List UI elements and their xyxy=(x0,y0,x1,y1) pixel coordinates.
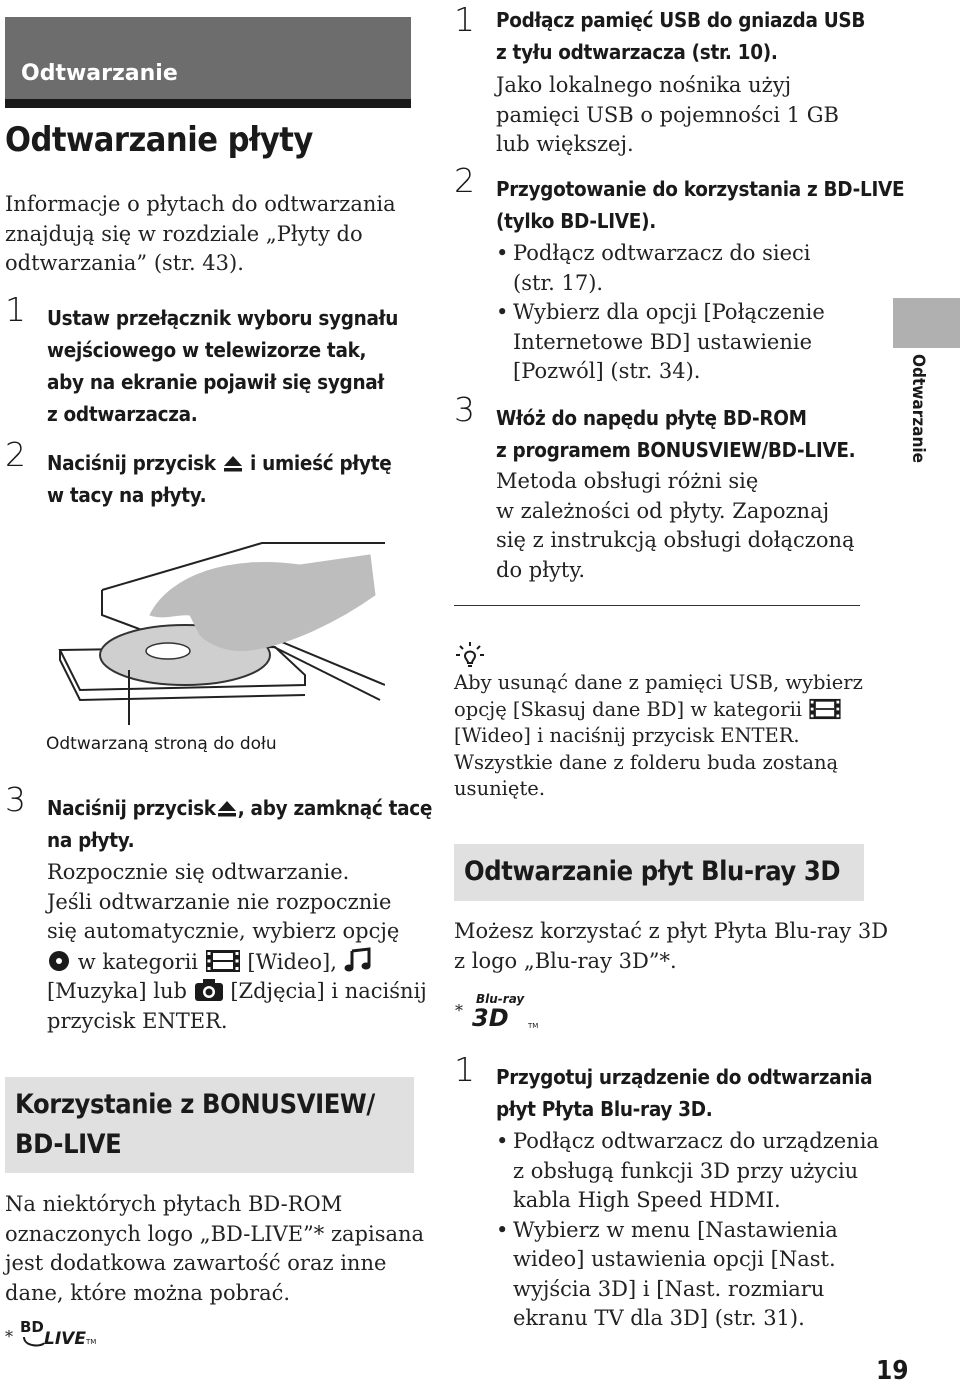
body-line: dane, które można pobrać. xyxy=(5,1280,291,1305)
bonusview-heading-box xyxy=(5,1077,414,1173)
disc-icon xyxy=(47,949,71,973)
step-title xyxy=(47,447,391,511)
step-title-line: wejściowego w telewizorze tak, xyxy=(47,338,367,362)
step-number: 1 xyxy=(454,1050,475,1089)
side-tab-text: Odtwarzanie xyxy=(908,354,928,463)
svg-text:TM: TM xyxy=(86,1338,97,1346)
bullet-list xyxy=(496,1127,879,1334)
svg-text:Blu-ray: Blu-ray xyxy=(476,992,525,1006)
tip-text xyxy=(454,670,863,803)
music-note-icon xyxy=(344,947,372,973)
body-text: [Zdjęcia] i naciśnij xyxy=(230,979,427,1003)
bluray3d-heading-box xyxy=(454,844,864,901)
film-icon xyxy=(808,698,842,720)
step-title-line: Ustaw przełącznik wyboru sygnału xyxy=(47,306,399,330)
step-body xyxy=(47,858,427,1036)
step-number: 1 xyxy=(454,0,475,39)
step-title xyxy=(496,402,855,466)
step-title-text: Naciśnij przycisk xyxy=(47,796,216,820)
step-number: 2 xyxy=(5,435,26,474)
body-line: się z instrukcją obsługi dołączoną xyxy=(496,528,855,552)
intro-line: odtwarzania” (str. 43). xyxy=(5,251,244,275)
divider xyxy=(454,605,860,606)
step-body xyxy=(496,467,855,585)
step-title-line: z odtwarzacza. xyxy=(47,402,198,426)
page-title: Odtwarzanie płyty xyxy=(5,120,313,160)
bullet-item: • Wybierz dla opcji [Połączenie Internetowe BD] ustawienie [Pozwól] (str. 34). xyxy=(496,298,825,387)
body-text: w kategorii xyxy=(77,949,199,974)
body-line: Metoda obsługi różni się xyxy=(496,469,759,493)
bonusview-text xyxy=(5,1190,424,1308)
body-line: przycisk ENTER. xyxy=(47,1008,228,1033)
tip-line: Aby usunąć dane z pamięci USB, wybierz xyxy=(454,671,863,694)
section-header-label: Odtwarzanie xyxy=(21,61,178,86)
bluray-3d-logo xyxy=(470,990,545,1032)
body-text: [Muzyka] lub xyxy=(47,979,187,1003)
svg-text:BD: BD xyxy=(20,1318,44,1336)
side-tab-marker xyxy=(893,298,960,348)
step-title-line: w tacy na płyty. xyxy=(47,483,207,507)
page-number: 19 xyxy=(876,1356,909,1386)
step-title-line: (tylko BD-LIVE). xyxy=(496,209,656,233)
bluray3d-text xyxy=(454,917,888,976)
body-line: się automatycznie, wybierz opcję xyxy=(47,919,400,943)
step-title xyxy=(47,302,398,430)
section-header-bar xyxy=(5,17,411,108)
intro-text xyxy=(5,190,396,279)
step-title-line: Przygotowanie do korzystania z BD-LIVE xyxy=(496,177,905,201)
bullet-item: • Wybierz w menu [Nastawienia wideo] ustawienia opcji [Nast. wyjścia 3D] i [Nast. rozmiaru ekranu TV dla 3D] (str. 31). xyxy=(496,1216,879,1334)
body-line: lub większej. xyxy=(496,132,634,156)
step-title xyxy=(496,4,865,68)
body-line: z logo „Blu-ray 3D”*. xyxy=(454,948,677,973)
svg-text:LIVE: LIVE xyxy=(44,1329,86,1349)
body-line: jest dodatkowa zawartość oraz inne xyxy=(5,1251,387,1275)
body-line: Na niektórych płytach BD-ROM xyxy=(5,1192,343,1216)
tip-line: [Wideo] i naciśnij przycisk ENTER. xyxy=(454,724,800,747)
side-tab-label xyxy=(908,354,948,464)
tip-line: usunięte. xyxy=(454,777,546,800)
intro-line: Informacje o płytach do odtwarzania xyxy=(5,192,396,216)
body-text: [Wideo], xyxy=(247,949,337,974)
body-line: Jeśli odtwarzanie nie rozpocznie xyxy=(47,889,392,914)
step-title-line: Włóż do napędu płytę BD-ROM xyxy=(496,406,807,430)
step-body xyxy=(496,71,839,160)
disc-tray-illustration xyxy=(40,535,385,730)
section-heading: Odtwarzanie płyt Blu-ray 3D xyxy=(464,856,841,887)
bullet-item: • Podłącz odtwarzacz do urządzenia z obsługą funkcji 3D przy użyciu kabla High Speed HDMI. xyxy=(496,1127,879,1216)
film-icon xyxy=(205,949,241,973)
tip-line: opcję [Skasuj dane BD] w kategorii xyxy=(454,697,803,721)
step-title-line: z tyłu odtwarzacza (str. 10). xyxy=(496,40,778,64)
body-line: Rozpocznie się odtwarzanie. xyxy=(47,860,350,884)
body-line: Jako lokalnego nośnika użyj xyxy=(496,73,792,97)
intro-line: znajdują się w rozdziale „Płyty do xyxy=(5,221,363,246)
body-line: Możesz korzystać z płyt Płyta Blu-ray 3D xyxy=(454,919,889,943)
step-number: 3 xyxy=(5,780,26,819)
tip-line: Wszystkie dane z folderu buda zostaną xyxy=(454,750,839,774)
step-title-line: Przygotuj urządzenie do odtwarzania xyxy=(496,1065,873,1089)
tip-lightbulb-icon xyxy=(455,641,485,671)
step-title-line: płyt Płyta Blu-ray 3D. xyxy=(496,1097,713,1121)
camera-icon xyxy=(194,978,224,1002)
body-line: oznaczonych logo „BD-LIVE”* zapisana xyxy=(5,1221,425,1246)
bd-live-logo xyxy=(18,1315,98,1349)
eject-icon xyxy=(216,799,238,819)
eject-icon xyxy=(222,454,244,474)
step-title xyxy=(496,173,904,237)
bullet-item: • Podłącz odtwarzacz do sieci (str. 17). xyxy=(496,239,825,298)
svg-text:3D: 3D xyxy=(472,1004,509,1032)
section-heading-line: BD-LIVE xyxy=(15,1129,122,1160)
step-number: 2 xyxy=(454,161,475,200)
step-title-line: z programem BONUSVIEW/BD-LIVE. xyxy=(496,438,856,462)
step-title xyxy=(496,1061,872,1125)
step-title xyxy=(47,792,432,856)
step-title-text: i umieść płytę xyxy=(249,451,392,475)
step-title-text: , aby zamknąć tacę xyxy=(237,796,433,820)
body-line: w zależności od płyty. Zapoznaj xyxy=(496,498,830,523)
section-heading-line: Korzystanie z BONUSVIEW/ xyxy=(15,1089,375,1120)
footnote-mark: * xyxy=(455,1001,463,1020)
svg-text:TM: TM xyxy=(528,1022,539,1030)
step-title-line: Podłącz pamięć USB do gniazda USB xyxy=(496,8,866,32)
body-line: pamięci USB o pojemności 1 GB xyxy=(496,102,839,127)
step-number: 3 xyxy=(454,390,475,429)
footnote-mark: * xyxy=(5,1327,13,1346)
illustration-caption: Odtwarzaną stroną do dołu xyxy=(46,734,277,754)
step-title-text: Naciśnij przycisk xyxy=(47,451,216,475)
step-title-line: na płyty. xyxy=(47,828,135,852)
body-line: do płyty. xyxy=(496,557,586,582)
step-number: 1 xyxy=(5,290,26,329)
step-title-line: aby na ekranie pojawił się sygnał xyxy=(47,370,384,394)
bullet-list xyxy=(496,239,825,387)
